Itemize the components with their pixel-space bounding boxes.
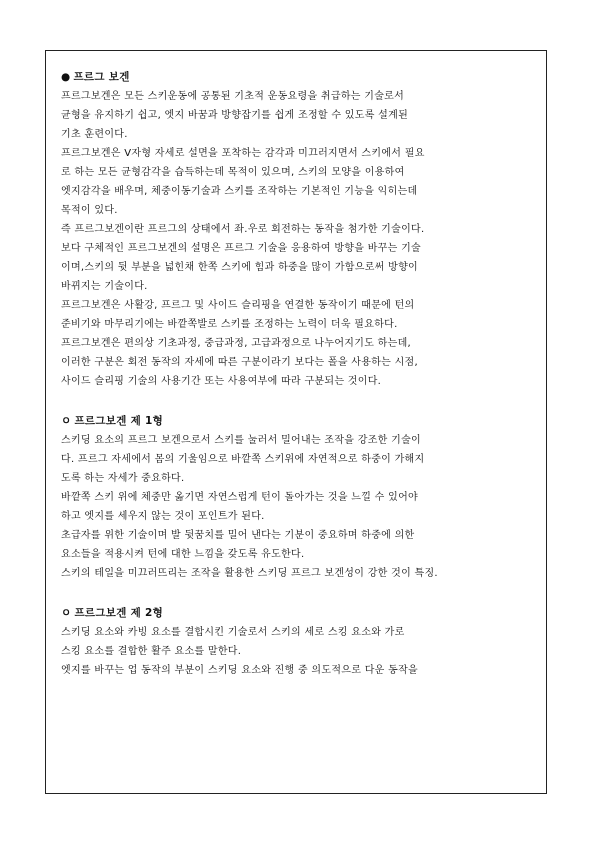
text-line: 요소들을 적용시켜 턴에 대한 느낌을 갖도록 유도한다. bbox=[61, 549, 305, 560]
section-spacer bbox=[61, 391, 541, 412]
paragraph bbox=[61, 334, 541, 391]
bullet-icon: ㅇ bbox=[61, 415, 72, 427]
text-line: 이러한 구분은 회전 동작의 자세에 따른 구분이라기 보다는 폴을 사용하는 시점, bbox=[61, 357, 418, 368]
document-body bbox=[61, 68, 541, 680]
paragraph bbox=[61, 526, 541, 564]
text-line: 프르그보겐은 사활강, 프르그 및 사이드 슬리핑을 연결한 동작이기 때문에 턴의 bbox=[61, 300, 415, 311]
paragraph bbox=[61, 144, 541, 220]
heading-text: 프르그보겐 제 1형 bbox=[74, 415, 164, 427]
section-plough-bogen bbox=[61, 68, 541, 391]
bullet-icon: ㅇ bbox=[61, 607, 72, 619]
text-line: 초급자를 위한 기술이며 발 뒷꿈치를 밀어 낸다는 기분이 중요하며 하중에 의한 bbox=[61, 530, 415, 541]
text-line: 기초 훈련이다. bbox=[61, 129, 128, 140]
paragraph bbox=[61, 220, 541, 239]
paragraph bbox=[61, 87, 541, 144]
paragraph bbox=[61, 623, 541, 661]
text-line: 엣지감각을 배우며, 체중이동기술과 스키를 조작하는 기본적인 기능을 익히는데 bbox=[61, 186, 418, 197]
section-spacer bbox=[61, 583, 541, 604]
section-plough-bogen-type1 bbox=[61, 412, 541, 583]
section-heading bbox=[61, 604, 541, 623]
bullet-icon: ● bbox=[61, 71, 71, 83]
text-line: 프르그보겐은 V자형 자세로 설면을 포착하는 감각과 미끄러지면서 스키에서 필요 bbox=[61, 148, 425, 159]
text-line: 준비기와 마무리기에는 바깥쪽발로 스키를 조정하는 노력이 더욱 필요하다. bbox=[61, 319, 398, 330]
text-line: 스킹 요소를 결합한 활주 요소를 말한다. bbox=[61, 646, 242, 657]
text-line: 보다 구체적인 프르그보겐의 설명은 프르그 기술을 응용하여 방향을 바꾸는 기술 bbox=[61, 243, 421, 254]
text-line: 스키딩 요소와 카빙 요소를 결합시킨 기술로서 스키의 세로 스킹 요소와 가로 bbox=[61, 627, 405, 638]
text-line: 바뀌지는 기술이다. bbox=[61, 281, 148, 292]
text-line: 균형을 유지하기 쉽고, 엣지 바꿈과 방향잡기를 쉽게 조정할 수 있도록 설계된 bbox=[61, 110, 409, 121]
text-line: 바깥쪽 스키 위에 체중만 옮기면 자연스럽게 턴이 돌아가는 것을 느낄 수 있어야 bbox=[61, 492, 418, 503]
text-line: 로 하는 모든 균형감각을 습득하는데 목적이 있으며, 스키의 모양을 이용하여 bbox=[61, 167, 405, 178]
section-plough-bogen-type2 bbox=[61, 604, 541, 680]
paragraph bbox=[61, 661, 541, 680]
paragraph bbox=[61, 239, 541, 296]
paragraph bbox=[61, 431, 541, 488]
text-line: 스키딩 요소의 프르그 보겐으로서 스키를 눌러서 밀어내는 조작을 강조한 기술이 bbox=[61, 435, 421, 446]
text-line: 이며,스키의 뒷 부분을 넓힌채 한쪽 스키에 힘과 하중을 많이 가함으로써 방향이 bbox=[61, 262, 418, 273]
text-line: 엣지를 바꾸는 업 동작의 부분이 스키딩 요소와 진행 중 의도적으로 다운 동작을 bbox=[61, 665, 418, 676]
text-line: 다. 프르그 자세에서 몸의 기울임으로 바깥쪽 스키위에 자연적으로 하중이 가해지 bbox=[61, 454, 425, 465]
heading-text: 프르그보겐 제 2형 bbox=[74, 607, 164, 619]
text-line: 하고 엣지를 세우지 않는 것이 포인트가 된다. bbox=[61, 511, 265, 522]
text-line: 스키의 테일을 미끄러뜨리는 조작을 활용한 스키딩 프르그 보겐성이 강한 것이 특징. bbox=[61, 568, 438, 579]
paragraph bbox=[61, 296, 541, 334]
section-heading bbox=[61, 412, 541, 431]
text-line: 사이드 슬리핑 기술의 사용기간 또는 사용여부에 따라 구분되는 것이다. bbox=[61, 376, 382, 387]
text-line: 목적이 있다. bbox=[61, 205, 118, 216]
text-line: 프르그보겐은 편의상 기초과정, 중급과정, 고급과정으로 나누어지기도 하는데, bbox=[61, 338, 412, 349]
text-line: 즉 프르그보겐이란 프르그의 상태에서 좌.우로 회전하는 동작을 첨가한 기술이다. bbox=[61, 224, 425, 235]
text-line: 도록 하는 자세가 중요하다. bbox=[61, 473, 185, 484]
heading-text: 프르그 보겐 bbox=[73, 71, 130, 83]
section-heading bbox=[61, 68, 541, 87]
paragraph bbox=[61, 488, 541, 526]
paragraph bbox=[61, 564, 541, 583]
text-line: 프르그보겐은 모든 스키운동에 공통된 기초적 운동요령을 취급하는 기술로서 bbox=[61, 91, 405, 102]
